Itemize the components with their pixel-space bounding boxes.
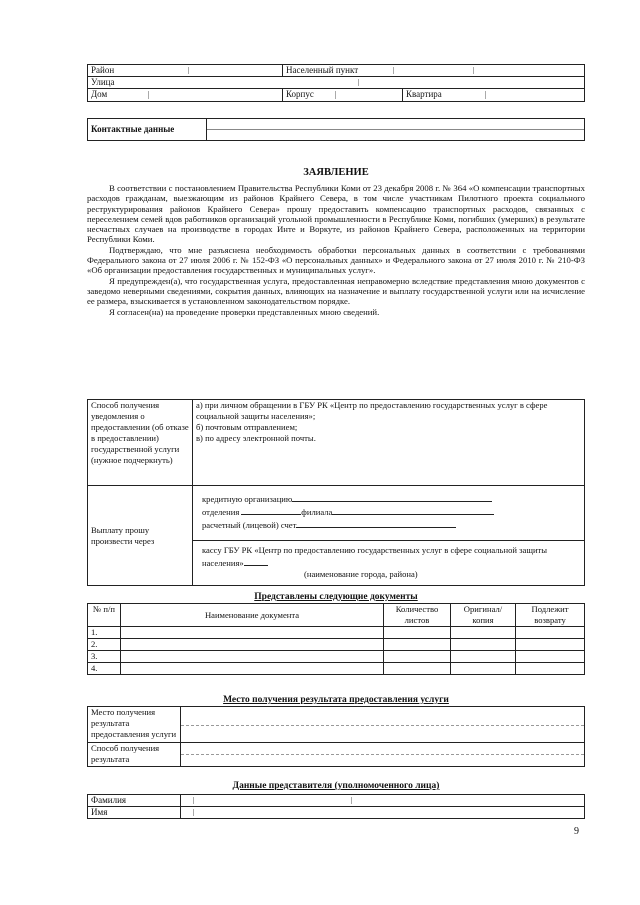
district-field[interactable] xyxy=(88,65,283,77)
col-qty: Количество листов xyxy=(384,604,451,627)
surname-label-cell xyxy=(88,795,181,807)
street-label: Улица xyxy=(91,77,115,87)
result-method-field[interactable] xyxy=(181,743,585,767)
apartment-label: Квартира xyxy=(406,89,442,99)
row-num: 3. xyxy=(88,651,121,663)
branch-label: отделения xyxy=(202,507,240,517)
table-row[interactable] xyxy=(88,627,585,639)
building-label: Корпус xyxy=(286,89,314,99)
credit-org-label: кредитную организацию xyxy=(202,494,293,504)
surname-label: Фамилия xyxy=(91,795,127,805)
payment-label: Выплату прошу произвести через xyxy=(91,524,155,546)
building-apartment-cell xyxy=(283,89,585,102)
paragraph-personal-data: Подтверждаю, что мне разъяснена необходимость обработки персональных данных в соответствии с требованиями Федерального закона от 27 июля 2006 г. № 152-ФЗ «О персональных данных» и Федерального закона от 27 июля 2010 г. № 210-ФЗ «Об организации предоставления государственных и муниципальных услуг». xyxy=(87,244,585,276)
col-orig: Оригинал/копия xyxy=(451,604,516,627)
cashier-label: кассу ГБУ РК «Центр по предоставлению государственных услуг в сфере социальной защиты населения» xyxy=(202,545,548,568)
bank-details xyxy=(193,486,585,541)
notification-label-cell xyxy=(88,400,193,486)
paragraph-request: В соответствии с постановлением Правительства Республики Коми от 23 декабря 2008 г. № 364 «О компенсации транспортных расходов гражданам, выезжающим из районов Крайнего Севера, в том числе участникам Пилотного проекта социального реструктурирования районов Крайнего Севера» прошу предоставить компенсацию транспортных расходов, связанных с переселением семей вдов работников организаций угольной промышленности в Республике Коми, погибших (умерших) в результате несчастных случаев на производстве в городах Инте и Воркуте, из районов Крайнего Севера, расположенных на территории Республики Коми. xyxy=(87,183,585,245)
contacts-label: Контактные данные xyxy=(91,124,175,134)
apartment-field[interactable] xyxy=(403,89,584,101)
result-place-label: Место получения результата предоставления услуги xyxy=(91,707,177,739)
result-table xyxy=(87,706,585,767)
cashier-cell[interactable] xyxy=(193,541,585,586)
table-row[interactable] xyxy=(88,639,585,651)
statement-body xyxy=(87,183,585,317)
house-field[interactable] xyxy=(88,89,283,102)
notification-option-mail[interactable]: б) почтовым отправлением; xyxy=(196,422,298,432)
documents-table xyxy=(87,603,585,675)
cashier-input[interactable] xyxy=(244,556,268,566)
contacts-field[interactable] xyxy=(207,119,585,141)
page-title: ЗАЯВЛЕНИЕ xyxy=(303,167,369,178)
notification-option-center[interactable]: а) при личном обращении в ГБУ РК «Центр по предоставлению государственных услуг в сфере социальной защиты населения»; xyxy=(196,400,548,421)
city-hint: (наименование города, района) xyxy=(304,569,418,579)
credit-org-input[interactable] xyxy=(292,492,492,502)
col-num: № п/п xyxy=(88,604,121,627)
district-label: Район xyxy=(91,65,115,75)
row-num: 2. xyxy=(88,639,121,651)
surname-field[interactable] xyxy=(181,795,585,807)
result-place-field[interactable] xyxy=(181,707,585,743)
row-num: 4. xyxy=(88,663,121,675)
paragraph-warning: Я предупрежден(а), что государственная услуга, предоставленная неправомерно вследствие представления мною документов с заведомо неверными сведениями, сокрытия данных, влияющих на назначение и выплату государственной услуги или на исчисление ее размера, взыскивается в установленном законодательством порядке. xyxy=(87,275,585,307)
payment-label-cell xyxy=(88,486,193,586)
table-row[interactable] xyxy=(88,663,585,675)
notification-payment-table xyxy=(87,399,585,586)
account-label: расчетный (лицевой) счет xyxy=(202,520,297,530)
col-submit: Подлежит возврату xyxy=(516,604,585,627)
address-table xyxy=(87,64,585,102)
result-title: Место получения результата предоставления услуги xyxy=(223,695,449,705)
name-label-cell xyxy=(88,807,181,819)
name-field[interactable] xyxy=(181,807,585,819)
name-label: Имя xyxy=(91,807,108,817)
settlement-label: Населенный пункт xyxy=(286,65,359,75)
contacts-table xyxy=(87,118,585,141)
result-place-label-cell xyxy=(88,707,181,743)
page-number: 9 xyxy=(574,826,579,837)
row-num: 1. xyxy=(88,627,121,639)
col-name: Наименование документа xyxy=(121,604,384,627)
result-method-label-cell xyxy=(88,743,181,767)
street-field[interactable] xyxy=(88,77,585,89)
documents-title: Представлены следующие документы xyxy=(254,592,418,602)
notification-label: Способ получения уведомления о предоставлении (об отказе в предоставлении) государственной услуги (нужное подчеркнуть) xyxy=(91,400,189,465)
contacts-label-cell xyxy=(88,119,207,141)
filial-label: филиала xyxy=(301,507,333,517)
filial-input[interactable] xyxy=(332,505,494,515)
representative-table xyxy=(87,794,585,819)
notification-options xyxy=(193,400,585,486)
building-field[interactable] xyxy=(283,89,403,101)
settlement-field[interactable] xyxy=(283,65,585,77)
house-label: Дом xyxy=(91,89,108,99)
result-method-label: Способ получения результата xyxy=(91,743,160,764)
branch-input[interactable] xyxy=(241,505,301,515)
representative-title: Данные представителя (уполномоченного лица) xyxy=(232,781,440,791)
table-row[interactable] xyxy=(88,651,585,663)
account-input[interactable] xyxy=(296,518,456,528)
paragraph-consent: Я согласен(на) на проведение проверки представленных мною сведений. xyxy=(109,306,380,317)
notification-option-email[interactable]: в) по адресу электронной почты. xyxy=(196,433,316,443)
